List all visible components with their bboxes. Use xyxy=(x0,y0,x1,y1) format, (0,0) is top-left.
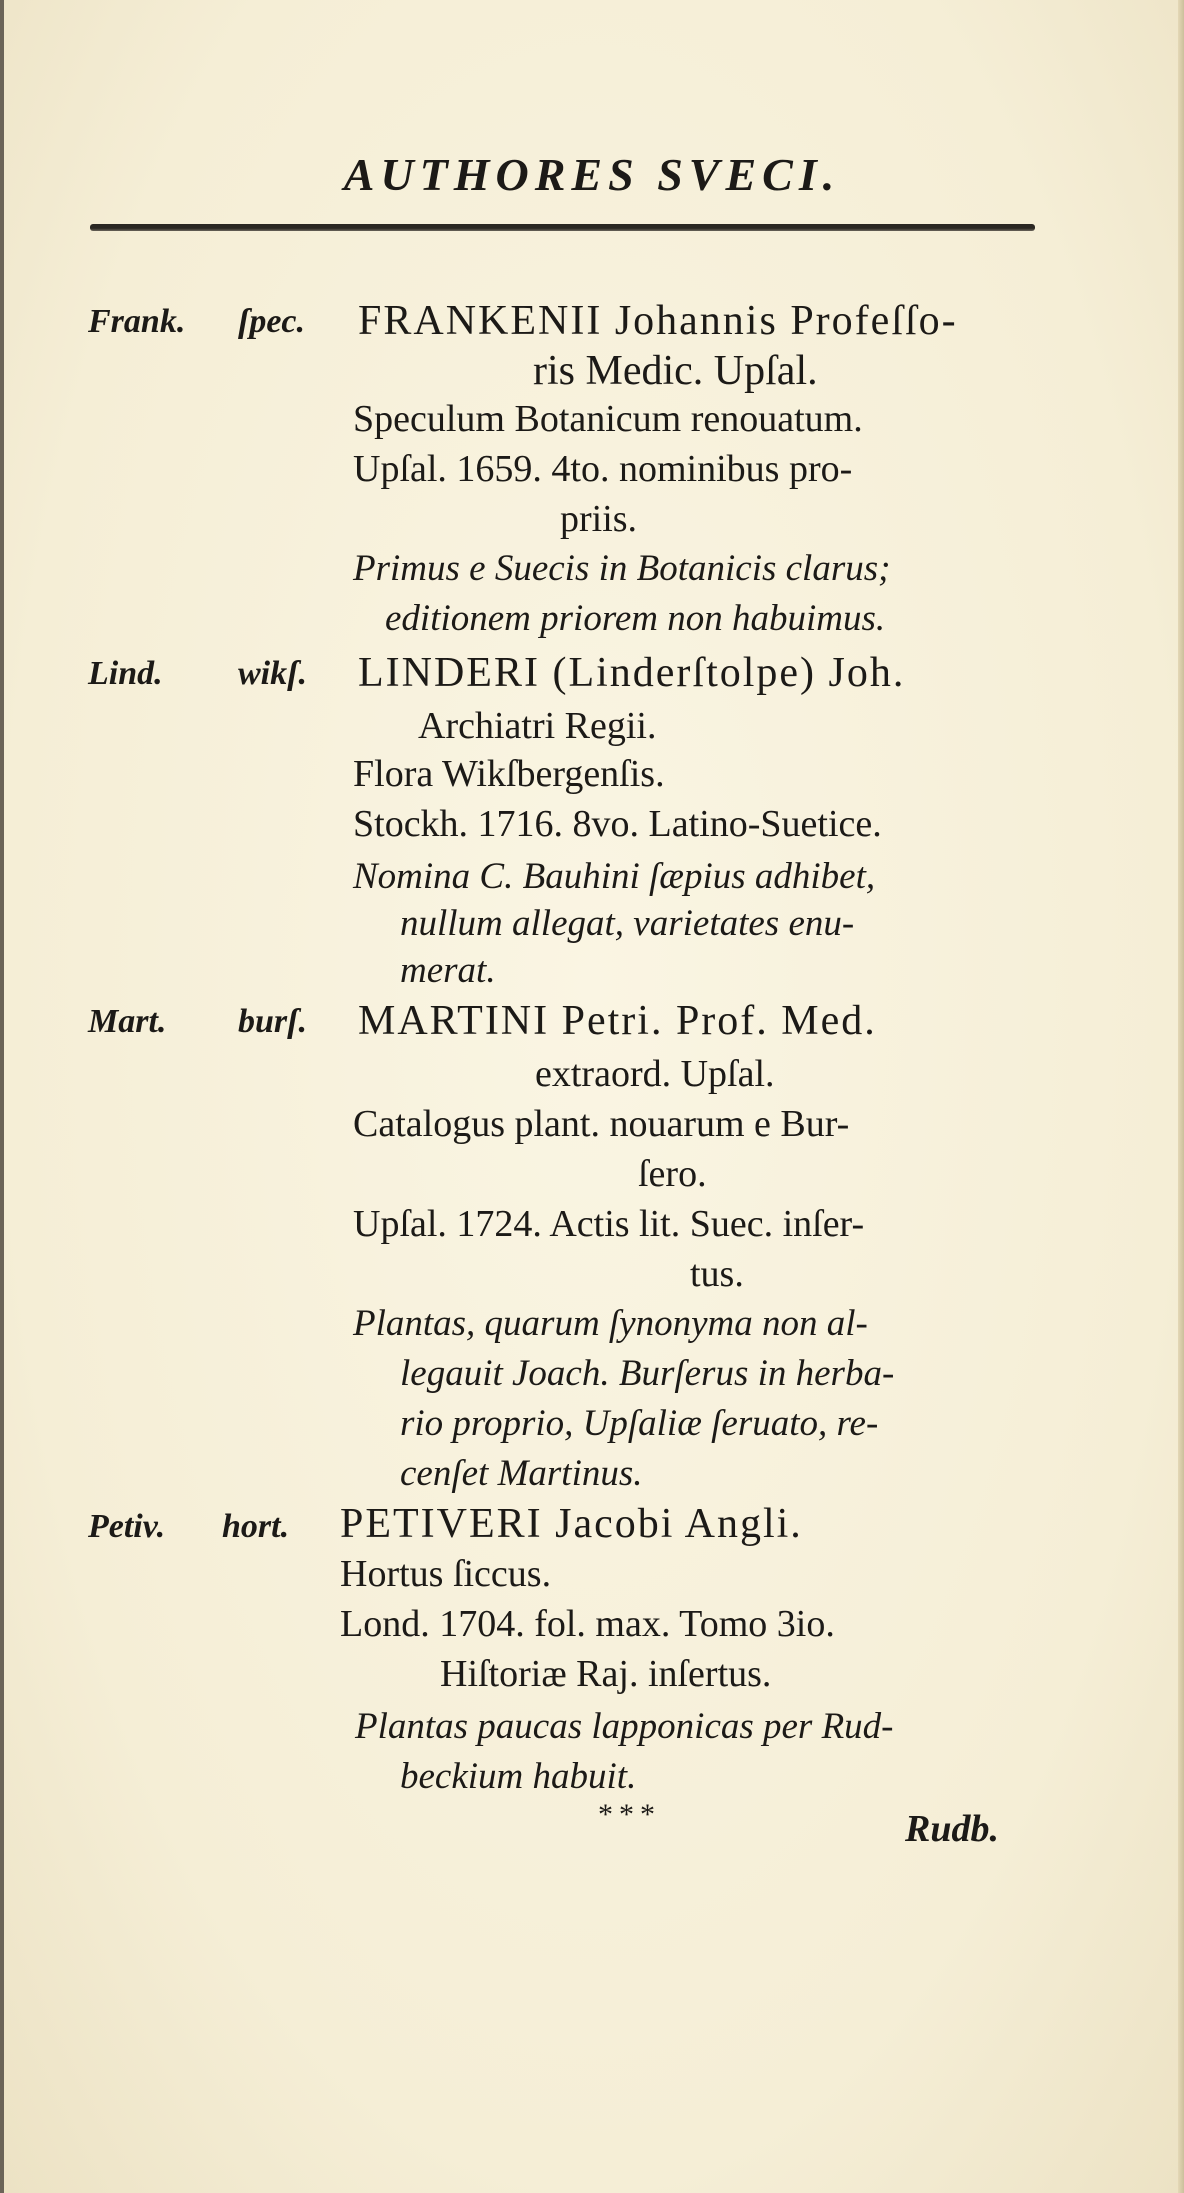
page-edge-right xyxy=(1178,0,1184,2193)
entry-abbr-author: Petiv. xyxy=(88,1508,166,1545)
entry-abbr-author: Frank. xyxy=(88,303,186,340)
running-head: AUTHORES SVECI. xyxy=(343,149,841,200)
page-edge-left xyxy=(0,0,4,2193)
entry-note-line: merat. xyxy=(400,950,496,991)
entry-author-line: Archiatri Regii. xyxy=(418,705,657,747)
section-stars: *** xyxy=(598,1798,661,1831)
entry-imprint-line: Upſal. 1724. Actis lit. Suec. inſer- xyxy=(353,1203,865,1245)
entry-note-line: Nomina C. Bauhini ſæpius adhibet, xyxy=(353,856,876,897)
entry-note-line: Plantas paucas lapponicas per Rud- xyxy=(355,1706,894,1747)
entry-note-line: rio proprio, Upſaliæ ſeruato, re- xyxy=(400,1403,879,1444)
entry-imprint-line: Hiſtoriæ Raj. inſertus. xyxy=(440,1653,772,1695)
entry-note-line: nullum allegat, varietates enu- xyxy=(400,903,855,944)
entry-note-line: Primus e Suecis in Botanicis clarus; xyxy=(353,548,891,589)
entry-imprint-line: tus. xyxy=(690,1253,744,1295)
entry-abbr-work: wikſ. xyxy=(238,655,307,692)
header-rule xyxy=(90,224,1035,231)
entry-note-line: cenſet Martinus. xyxy=(400,1453,643,1494)
entry-note-line: legauit Joach. Burſerus in herba- xyxy=(400,1353,895,1394)
entry-note-line: Plantas, quarum ſynonyma non al- xyxy=(353,1303,868,1344)
entry-title-line: Catalogus plant. nouarum e Bur- xyxy=(353,1103,850,1145)
entry-author-line: PETIVERI Jacobi Angli. xyxy=(340,1501,803,1547)
entry-abbr-work: ſpec. xyxy=(238,303,306,340)
entry-author-line: LINDERI (Linderſtolpe) Joh. xyxy=(358,650,906,696)
entry-author-line: MARTINI Petri. Prof. Med. xyxy=(358,998,877,1044)
entry-imprint-line: Stockh. 1716. 8vo. Latino-Suetice. xyxy=(353,803,882,845)
entry-imprint-line: Upſal. 1659. 4to. nominibus pro- xyxy=(353,448,853,490)
entry-abbr-work: hort. xyxy=(222,1508,290,1545)
entry-title-line: ſero. xyxy=(638,1153,707,1195)
entry-title-line: Flora Wikſbergenſis. xyxy=(353,753,665,795)
entry-author-line: extraord. Upſal. xyxy=(535,1053,775,1095)
entry-abbr-author: Mart. xyxy=(88,1003,167,1040)
entry-note-line: editionem priorem non habuimus. xyxy=(385,598,886,639)
entry-abbr-work: burſ. xyxy=(238,1003,307,1040)
entry-author-line: FRANKENII Johannis Profeſſo- xyxy=(358,298,958,344)
entry-author-line: ris Medic. Upſal. xyxy=(533,348,818,394)
entry-title-line: Speculum Botanicum renouatum. xyxy=(353,398,863,440)
entry-title-line: Hortus ſiccus. xyxy=(340,1553,552,1595)
entry-imprint-line: priis. xyxy=(560,498,638,540)
catchword: Rudb. xyxy=(905,1808,999,1850)
entry-imprint-line: Lond. 1704. fol. max. Tomo 3io. xyxy=(340,1603,835,1645)
entry-note-line: beckium habuit. xyxy=(400,1756,637,1797)
entry-abbr-author: Lind. xyxy=(88,655,163,692)
